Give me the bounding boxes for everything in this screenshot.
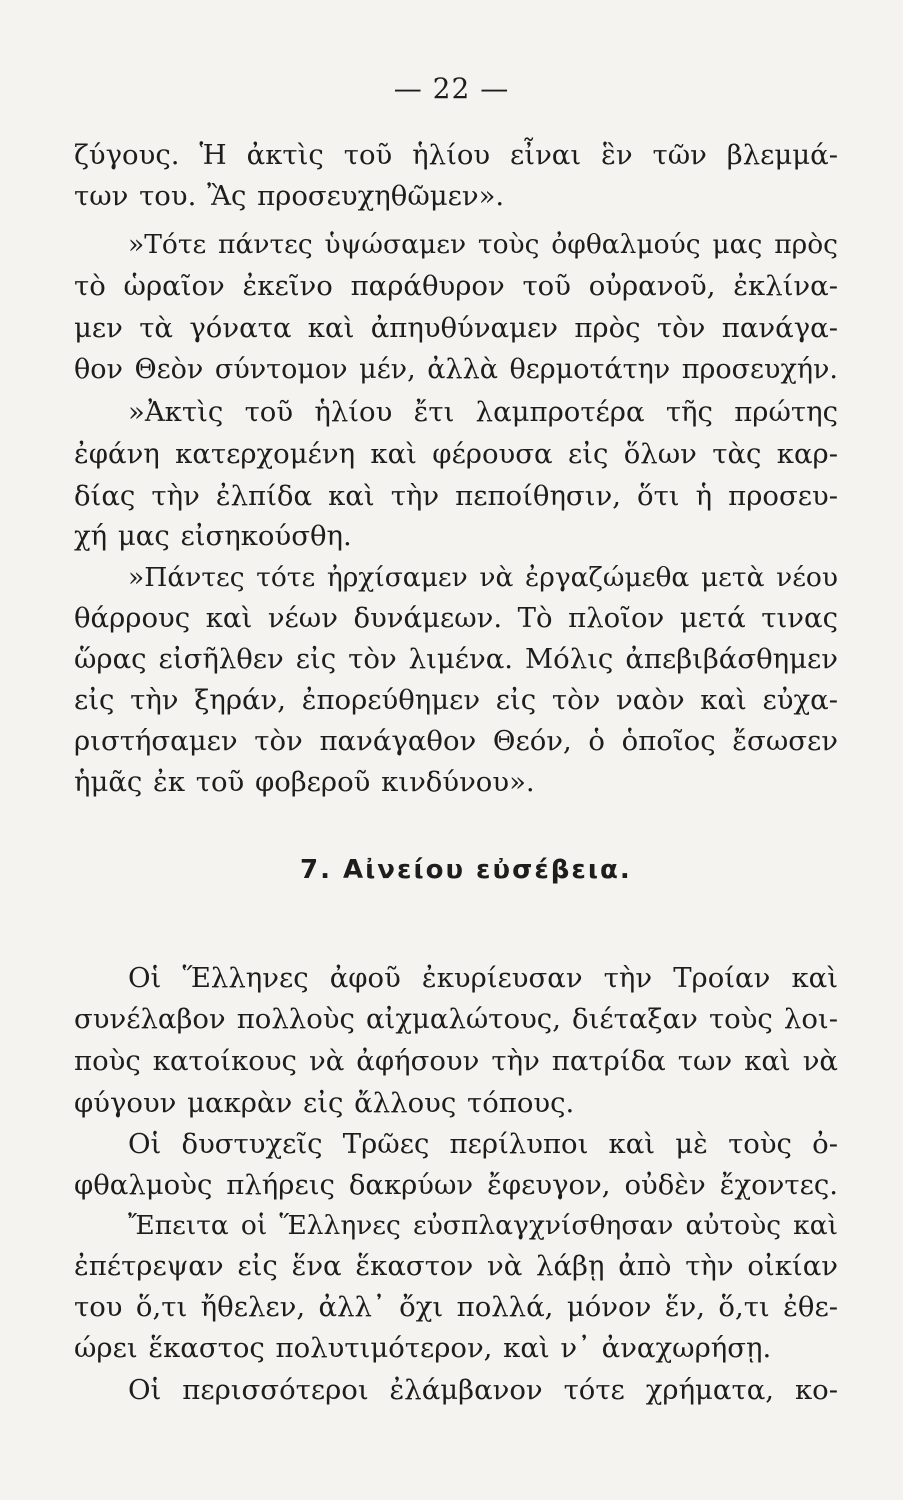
text-line: »Τότε πάντες ὑψώσαμεν τοὺς ὀφθαλμούς μας πρὸς [128, 229, 838, 260]
text-line: εἰς τὴν ξηράν, ἐπορεύθημεν εἰς τὸν ναὸν καὶ εὐχα- [74, 684, 838, 716]
text-line: συνέλαβον πολλοὺς αἰχμαλώτους, διέταξαν τοὺς λοι- [74, 1003, 838, 1035]
text-line: Οἱ δυστυχεῖς Τρῶες περίλυποι καὶ μὲ τοὺς ὀ- [128, 1128, 838, 1160]
section-heading: 7. Αἰνείου εὐσέβεια. [300, 855, 632, 885]
text-line: ριστήσαμεν τὸν πανάγαθον Θεόν, ὁ ὁποῖος ἔσωσεν [74, 725, 838, 757]
text-line: ὥρας εἰσῆλθεν εἰς τὸν λιμένα. Μόλις ἀπεβιβάσθημεν [74, 643, 838, 675]
text-line: ἐφάνη κατερχομένη καὶ φέρουσα εἰς ὅλων τὰς καρ- [74, 438, 838, 470]
text-line: μεν τὰ γόνατα καὶ ἀπηυθύναμεν πρὸς τὸν πανάγα- [74, 312, 838, 344]
text-line: Οἱ περισσότεροι ἐλάμβανον τότε χρήματα, κο- [128, 1374, 838, 1406]
text-line: θάρρους καὶ νέων δυνάμεων. Τὸ πλοῖον μετά τινας [74, 602, 838, 634]
text-line: των του. Ἂς προσευχηθῶμεν». [74, 180, 505, 212]
text-line: Ἔπειτα οἱ Ἕλληνες εὐσπλαγχνίσθησαν αὐτοὺς καὶ [128, 1210, 838, 1241]
text-line: χή μας εἰσηκούσθη. [74, 520, 352, 552]
text-line: ἡμᾶς ἐκ τοῦ φοβεροῦ κινδύνου». [74, 766, 535, 798]
text-line: δίας τὴν ἐλπίδα καὶ τὴν πεποίθησιν, ὅτι ἡ προσευ- [74, 480, 838, 512]
text-line: θον Θεὸν σύντομον μέν, ἀλλὰ θερμοτάτην προσευχήν. [74, 354, 838, 385]
text-line: ἐπέτρεψαν εἰς ἕνα ἕκαστον νὰ λάβῃ ἀπὸ τὴν οἰκίαν [74, 1250, 838, 1282]
text-line: φθαλμοὺς πλήρεις δακρύων ἔφευγον, οὐδὲν ἔχοντες. [74, 1169, 838, 1201]
text-line: του ὅ,τι ἤθελεν, ἀλλ᾽ ὄχι πολλά, μόνον ἕν, ὅ,τι ἐθε- [74, 1291, 838, 1323]
text-line: »Πάντες τότε ἠρχίσαμεν νὰ ἐργαζώμεθα μετὰ νέου [128, 562, 838, 593]
text-line: ποὺς κατοίκους νὰ ἀφήσουν τὴν πατρίδα των καὶ νὰ [74, 1045, 838, 1077]
text-line: ζύγους. Ἡ ἀκτὶς τοῦ ἡλίου εἶναι ἓν τῶν βλεμμά- [74, 139, 838, 171]
text-line: φύγουν μακρὰν εἰς ἄλλους τόπους. [74, 1087, 575, 1119]
text-line: Οἱ Ἕλληνες ἀφοῦ ἐκυρίευσαν τὴν Τροίαν καὶ [128, 962, 838, 994]
text-line: »Ἀκτὶς τοῦ ἡλίου ἔτι λαμπροτέρα τῆς πρώτης [128, 396, 838, 428]
page-number: — 22 — [393, 72, 510, 105]
text-line: ώρει ἕκαστος πολυτιμότερον, καὶ ν᾽ ἀναχωρήσῃ. [74, 1332, 772, 1364]
text-line: τὸ ὡραῖον ἐκεῖνο παράθυρον τοῦ οὐρανοῦ, ἐκλίνα- [74, 270, 838, 302]
